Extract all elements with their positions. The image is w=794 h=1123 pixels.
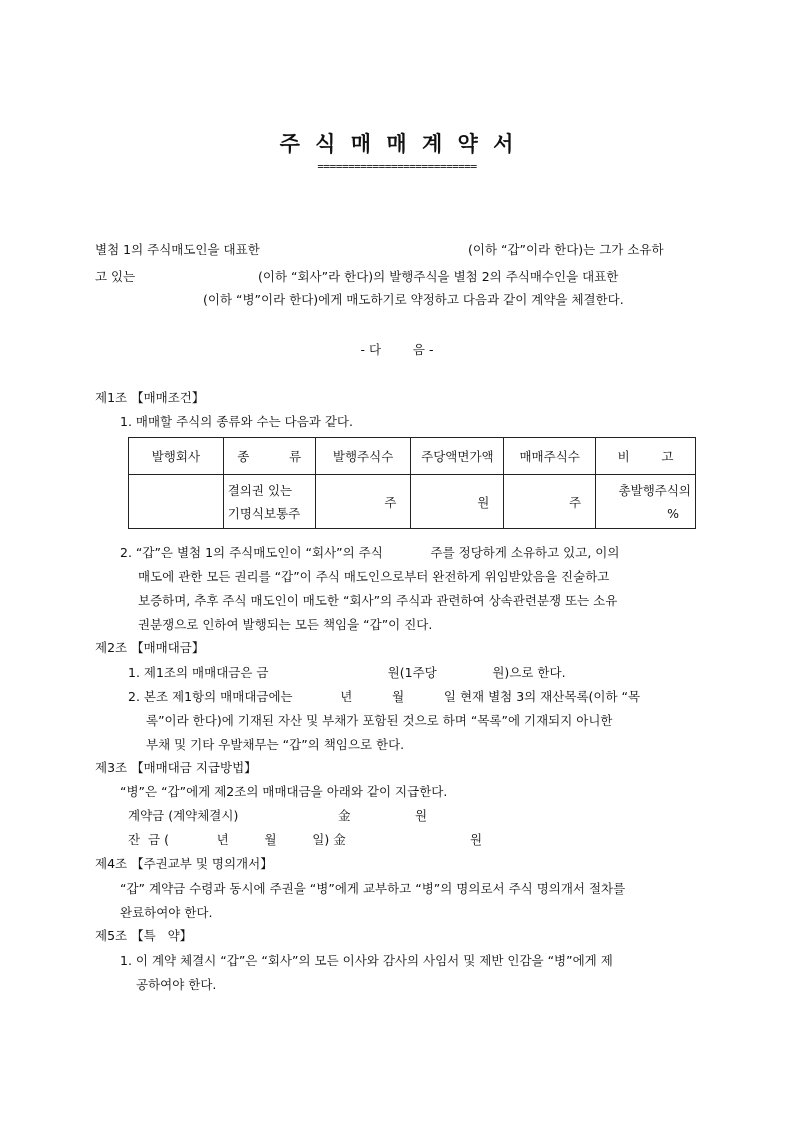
stock-kind-line-1: 결의권 있는 — [227, 482, 293, 498]
article-2-item-2-line-3: 부채 및 기타 우발채무는 “갑”의 책임으로 한다. — [146, 737, 405, 752]
article-1-item-2-line-2: 매도에 관한 모든 권리를 “갑”이 주식 매도인으로부터 완전하게 위임받았음을 진술하고 — [138, 569, 610, 584]
stock-spec-table — [128, 437, 696, 529]
balance-label: 잔 금 ( 년 월 일) 金 — [128, 832, 346, 847]
title-underline: ========================== — [317, 160, 477, 173]
table-row — [129, 475, 696, 529]
dagum-heading: - 다 음 - — [360, 342, 434, 357]
intro-line-3: (이하 “병”이라 한다)에게 매도하기로 약정하고 다음과 같이 계약을 체결한다. — [203, 292, 624, 307]
deposit-label: 계약금 (계약체결시) — [128, 808, 239, 823]
article-5-item-1-line-2: 공하여야 한다. — [136, 977, 217, 992]
article-2-item-2-line-1: 2. 본조 제1항의 매매대금에는 년 월 일 현재 별첨 3의 재산목록(이하 “목 — [128, 689, 641, 704]
article-2-heading: 제2조 【매매대금】 — [95, 640, 205, 655]
stock-kind-line-2: 기명식보통주 — [227, 505, 301, 521]
article-2-item-2-line-2: 록”이라 한다)에 기재된 자산 및 부채가 포함된 것으로 하며 “목록”에 기재되지 아니한 — [146, 713, 613, 728]
table-header-cell: 발행회사 — [129, 438, 224, 475]
note-line-2: % — [667, 505, 679, 521]
intro-line-2a: 고 있는 — [95, 269, 136, 284]
table-header-cell: 발행주식수 — [315, 438, 411, 475]
note-cell — [596, 475, 696, 529]
article-4-text-line-2: 완료하여야 한다. — [120, 905, 213, 920]
article-5-item-1-line-1: 1. 이 계약 체결시 “갑”은 “회사”의 모든 이사와 감사의 사임서 및 제반 인감을 “병”에게 제 — [120, 953, 613, 968]
document-title: 주 식 매 매 계 약 서 — [279, 132, 515, 156]
article-1-item-2-line-1: 2. “갑”은 별첨 1의 주식매도인이 “회사”의 주식 주를 정당하게 소유하고 있고, 이의 — [120, 545, 620, 560]
article-1-item-2-line-3: 보증하며, 추후 주식 매도인이 매도한 “회사”의 주식과 관련하여 상속관련분쟁 또는 소유 — [138, 593, 618, 608]
article-3-heading: 제3조 【매매대금 지급방법】 — [95, 760, 257, 775]
balance-won: 원 — [470, 832, 483, 847]
table-header-cell: 주당액면가액 — [411, 438, 504, 475]
article-2-item-1: 1. 제1조의 매매대금은 금 원(1주당 원)으로 한다. — [128, 665, 566, 680]
deposit-currency-symbol: 金 — [338, 808, 351, 823]
intro-line-1b: (이하 “갑”이라 한다)는 그가 소유하 — [468, 242, 664, 257]
article-1-item-1: 1. 매매할 주식의 종류와 수는 다음과 같다. — [120, 414, 353, 429]
intro-line-2b: (이하 “회사”라 한다)의 발행주식을 별첨 2의 주식매수인을 대표한 — [258, 269, 619, 284]
table-header-cell: 종 류 — [223, 438, 315, 475]
article-4-heading: 제4조 【주권교부 및 명의개서】 — [95, 856, 273, 871]
article-4-text-line-1: “갑” 계약금 수령과 동시에 주권을 “병”에게 교부하고 “병”의 명의로서 주식 명의개서 절차를 — [120, 881, 626, 896]
note-line-1: 총발행주식의 — [618, 482, 691, 498]
article-1-item-2-line-4: 권분쟁으로 인하여 발행되는 모든 책임을 “갑”이 진다. — [138, 617, 433, 632]
table-header-row — [129, 438, 696, 475]
company-cell — [129, 475, 224, 529]
deposit-won: 원 — [415, 808, 428, 823]
table-header-cell: 비 고 — [596, 438, 696, 475]
article-1-heading: 제1조 【매매조건】 — [95, 390, 205, 405]
traded-shares-cell: 주 — [504, 475, 596, 529]
article-3-text: “병”은 “갑”에게 제2조의 매매대금을 아래와 같이 지급한다. — [120, 784, 448, 799]
stock-kind-cell — [223, 475, 315, 529]
table-header-cell: 매매주식수 — [504, 438, 596, 475]
par-value-cell: 원 — [411, 475, 504, 529]
issued-shares-cell: 주 — [315, 475, 411, 529]
article-5-heading: 제5조 【특 약】 — [95, 928, 193, 943]
intro-line-1a: 별첨 1의 주식매도인을 대표한 — [95, 242, 260, 257]
